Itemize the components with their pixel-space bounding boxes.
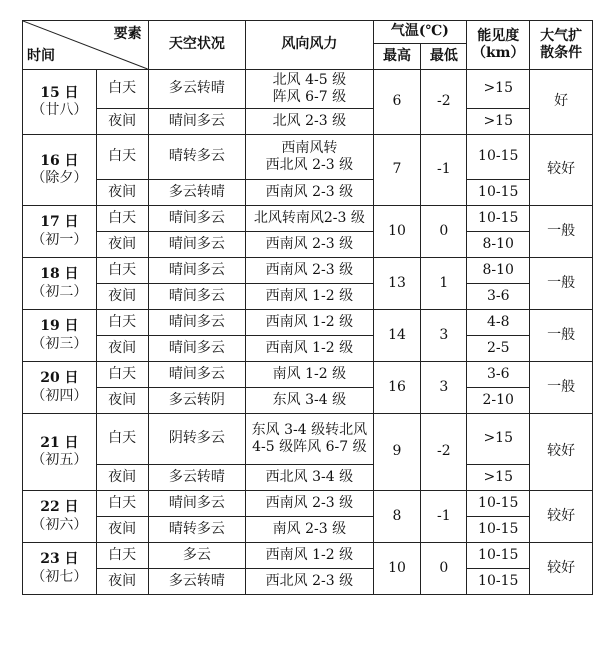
tmax-cell: 7	[373, 135, 421, 206]
diffusion-cell: 好	[530, 70, 593, 135]
period-cell: 白天	[96, 414, 148, 465]
table-row	[23, 310, 593, 336]
tmax-cell: 10	[373, 543, 421, 595]
period-cell: 夜间	[96, 336, 148, 362]
visibility-cell: 10-15	[467, 517, 530, 543]
date-label: 22 日	[40, 499, 79, 515]
header-diffusion	[530, 21, 593, 70]
period-cell: 夜间	[96, 180, 148, 206]
date-label: 19 日	[40, 318, 79, 334]
sky-cell: 多云转晴	[148, 180, 246, 206]
wind-cell	[246, 336, 373, 362]
table-row	[23, 284, 593, 310]
wind-cell	[246, 232, 373, 258]
diffusion-cell: 一般	[530, 310, 593, 362]
tmin-cell: 0	[421, 206, 467, 258]
tmin-cell: 3	[421, 310, 467, 362]
period-cell: 白天	[96, 310, 148, 336]
visibility-cell: 2-5	[467, 336, 530, 362]
visibility-cell: >15	[467, 109, 530, 135]
sky-cell: 多云	[148, 543, 246, 569]
diffusion-cell: 较好	[530, 135, 593, 206]
sky-cell: 晴间多云	[148, 491, 246, 517]
header-diffusion-line2: 散条件	[540, 45, 583, 61]
wind-cell	[246, 180, 373, 206]
diffusion-cell: 一般	[530, 362, 593, 414]
tmax-cell: 16	[373, 362, 421, 414]
lunar-label: （除夕）	[31, 170, 88, 186]
period-cell: 夜间	[96, 465, 148, 491]
table-row	[23, 180, 593, 206]
header-diagonal-cell	[23, 21, 149, 70]
diffusion-cell: 较好	[530, 414, 593, 491]
date-label: 20 日	[40, 370, 79, 386]
table-row	[23, 109, 593, 135]
sky-cell: 晴转多云	[148, 517, 246, 543]
header-visibility	[467, 21, 530, 70]
wind-cell	[246, 135, 373, 180]
wind-line: 西北风 3-4 级	[265, 468, 354, 485]
date-cell	[23, 206, 97, 258]
wind-cell	[246, 362, 373, 388]
header-visibility-unit: （km）	[471, 45, 525, 61]
table-row	[23, 135, 593, 180]
visibility-cell: >15	[467, 70, 530, 109]
wind-line: 东风 3-4 级转北风	[251, 421, 368, 438]
date-label: 17 日	[40, 214, 79, 230]
tmin-cell: 0	[421, 543, 467, 595]
header-tmax: 最高	[373, 44, 421, 70]
date-cell	[23, 258, 97, 310]
table-row	[23, 414, 593, 465]
wind-line: 西南风 2-3 级	[265, 261, 354, 278]
lunar-label: （初四）	[31, 387, 88, 404]
wind-cell	[246, 569, 373, 595]
visibility-cell: 8-10	[467, 258, 530, 284]
weather-forecast-table	[22, 20, 593, 595]
tmax-cell: 8	[373, 491, 421, 543]
tmin-cell: 3	[421, 362, 467, 414]
table-row	[23, 543, 593, 569]
lunar-label: （初二）	[31, 283, 88, 300]
date-cell	[23, 543, 97, 595]
date-cell	[23, 414, 97, 491]
period-cell: 夜间	[96, 569, 148, 595]
sky-cell: 晴间多云	[148, 206, 246, 232]
wind-line: 西南风 2-3 级	[265, 235, 354, 252]
table-row	[23, 258, 593, 284]
wind-line: 北风转南风2-3 级	[253, 209, 365, 226]
date-label: 18 日	[40, 266, 79, 282]
header-element-label: 要素	[113, 26, 142, 42]
date-label: 15 日	[40, 84, 79, 101]
table-row	[23, 465, 593, 491]
wind-line: 西北风 2-3 级	[265, 572, 354, 589]
visibility-cell: 10-15	[467, 569, 530, 595]
wind-line: 西南风转	[281, 139, 338, 156]
sky-cell: 多云转晴	[148, 70, 246, 109]
diffusion-cell: 较好	[530, 491, 593, 543]
period-cell: 白天	[96, 491, 148, 517]
tmin-cell: -2	[421, 70, 467, 135]
wind-line: 南风 1-2 级	[272, 365, 347, 382]
diffusion-cell: 一般	[530, 258, 593, 310]
table-row	[23, 70, 593, 109]
wind-cell	[246, 70, 373, 109]
period-cell: 夜间	[96, 284, 148, 310]
sky-cell: 晴间多云	[148, 284, 246, 310]
tmin-cell: -1	[421, 135, 467, 206]
wind-line: 西南风 1-2 级	[265, 546, 354, 563]
period-cell: 夜间	[96, 109, 148, 135]
wind-cell	[246, 109, 373, 135]
sky-cell: 多云转晴	[148, 465, 246, 491]
table-row	[23, 232, 593, 258]
period-cell: 夜间	[96, 517, 148, 543]
wind-line: 西南风 1-2 级	[265, 287, 354, 304]
visibility-cell: 10-15	[467, 543, 530, 569]
lunar-label: （初六）	[31, 516, 88, 533]
sky-cell: 晴间多云	[148, 310, 246, 336]
header-diffusion-line1: 大气扩	[540, 27, 583, 44]
diffusion-cell: 较好	[530, 543, 593, 595]
wind-cell	[246, 414, 373, 465]
wind-line: 西南风 1-2 级	[265, 339, 354, 356]
wind-line: 南风 2-3 级	[272, 520, 347, 537]
wind-line: 西南风 1-2 级	[265, 313, 354, 330]
header-tmin: 最低	[421, 44, 467, 70]
wind-line: 西南风 2-3 级	[265, 494, 354, 511]
tmax-cell: 9	[373, 414, 421, 491]
visibility-cell: 10-15	[467, 206, 530, 232]
wind-cell	[246, 491, 373, 517]
sky-cell: 晴间多云	[148, 258, 246, 284]
wind-cell	[246, 258, 373, 284]
visibility-cell: 10-15	[467, 180, 530, 206]
wind-cell	[246, 206, 373, 232]
period-cell: 白天	[96, 135, 148, 180]
table-row	[23, 336, 593, 362]
date-cell	[23, 491, 97, 543]
tmax-cell: 14	[373, 310, 421, 362]
sky-cell: 晴间多云	[148, 336, 246, 362]
wind-line: 北风 2-3 级	[272, 112, 347, 129]
lunar-label: （初五）	[31, 452, 88, 468]
table-row	[23, 569, 593, 595]
date-cell	[23, 362, 97, 414]
wind-cell	[246, 543, 373, 569]
visibility-cell: 2-10	[467, 388, 530, 414]
sky-cell: 多云转晴	[148, 569, 246, 595]
header-wind: 风向风力	[246, 21, 373, 70]
tmax-cell: 6	[373, 70, 421, 135]
wind-line: 西南风 2-3 级	[265, 183, 354, 200]
sky-cell: 晴间多云	[148, 109, 246, 135]
tmin-cell: 1	[421, 258, 467, 310]
table-row	[23, 517, 593, 543]
sky-cell: 晴间多云	[148, 232, 246, 258]
lunar-label: （初七）	[31, 568, 88, 585]
visibility-cell: 8-10	[467, 232, 530, 258]
lunar-label: （初三）	[31, 335, 88, 352]
wind-cell	[246, 284, 373, 310]
lunar-label: （初一）	[31, 231, 88, 248]
diffusion-cell: 一般	[530, 206, 593, 258]
visibility-cell: >15	[467, 414, 530, 465]
date-cell	[23, 310, 97, 362]
table-row	[23, 362, 593, 388]
visibility-cell: 4-8	[467, 310, 530, 336]
date-label: 16 日	[40, 152, 79, 169]
date-label: 21 日	[40, 434, 79, 451]
tmax-cell: 10	[373, 206, 421, 258]
period-cell: 夜间	[96, 232, 148, 258]
period-cell: 白天	[96, 258, 148, 284]
sky-cell: 多云转阴	[148, 388, 246, 414]
period-cell: 白天	[96, 70, 148, 109]
visibility-cell: 10-15	[467, 491, 530, 517]
table-row	[23, 491, 593, 517]
lunar-label: （廿八）	[31, 102, 88, 118]
sky-cell: 阴转多云	[148, 414, 246, 465]
header-visibility-label: 能见度	[477, 27, 520, 44]
wind-cell	[246, 310, 373, 336]
table-row	[23, 206, 593, 232]
visibility-cell: 3-6	[467, 284, 530, 310]
forecast-body	[23, 70, 593, 595]
date-label: 23 日	[40, 551, 79, 567]
date-cell	[23, 70, 97, 135]
period-cell: 夜间	[96, 388, 148, 414]
sky-cell: 晴间多云	[148, 362, 246, 388]
visibility-cell: >15	[467, 465, 530, 491]
visibility-cell: 3-6	[467, 362, 530, 388]
wind-line: 4-5 级阵风 6-7 级	[252, 439, 367, 455]
wind-line: 西北风 2-3 级	[265, 157, 354, 173]
tmin-cell: -2	[421, 414, 467, 491]
wind-cell	[246, 517, 373, 543]
wind-line: 北风 4-5 级	[272, 71, 347, 88]
wind-cell	[246, 388, 373, 414]
wind-line: 阵风 6-7 级	[272, 89, 347, 105]
wind-cell	[246, 465, 373, 491]
period-cell: 白天	[96, 206, 148, 232]
wind-line: 东风 3-4 级	[272, 391, 347, 408]
table-row	[23, 388, 593, 414]
sky-cell: 晴转多云	[148, 135, 246, 180]
period-cell: 白天	[96, 543, 148, 569]
header-temperature: 气温(℃)	[373, 21, 467, 44]
tmin-cell: -1	[421, 491, 467, 543]
period-cell: 白天	[96, 362, 148, 388]
date-cell	[23, 135, 97, 206]
tmax-cell: 13	[373, 258, 421, 310]
header-time-label: 时间	[27, 47, 55, 64]
header-sky: 天空状况	[148, 21, 246, 70]
visibility-cell: 10-15	[467, 135, 530, 180]
